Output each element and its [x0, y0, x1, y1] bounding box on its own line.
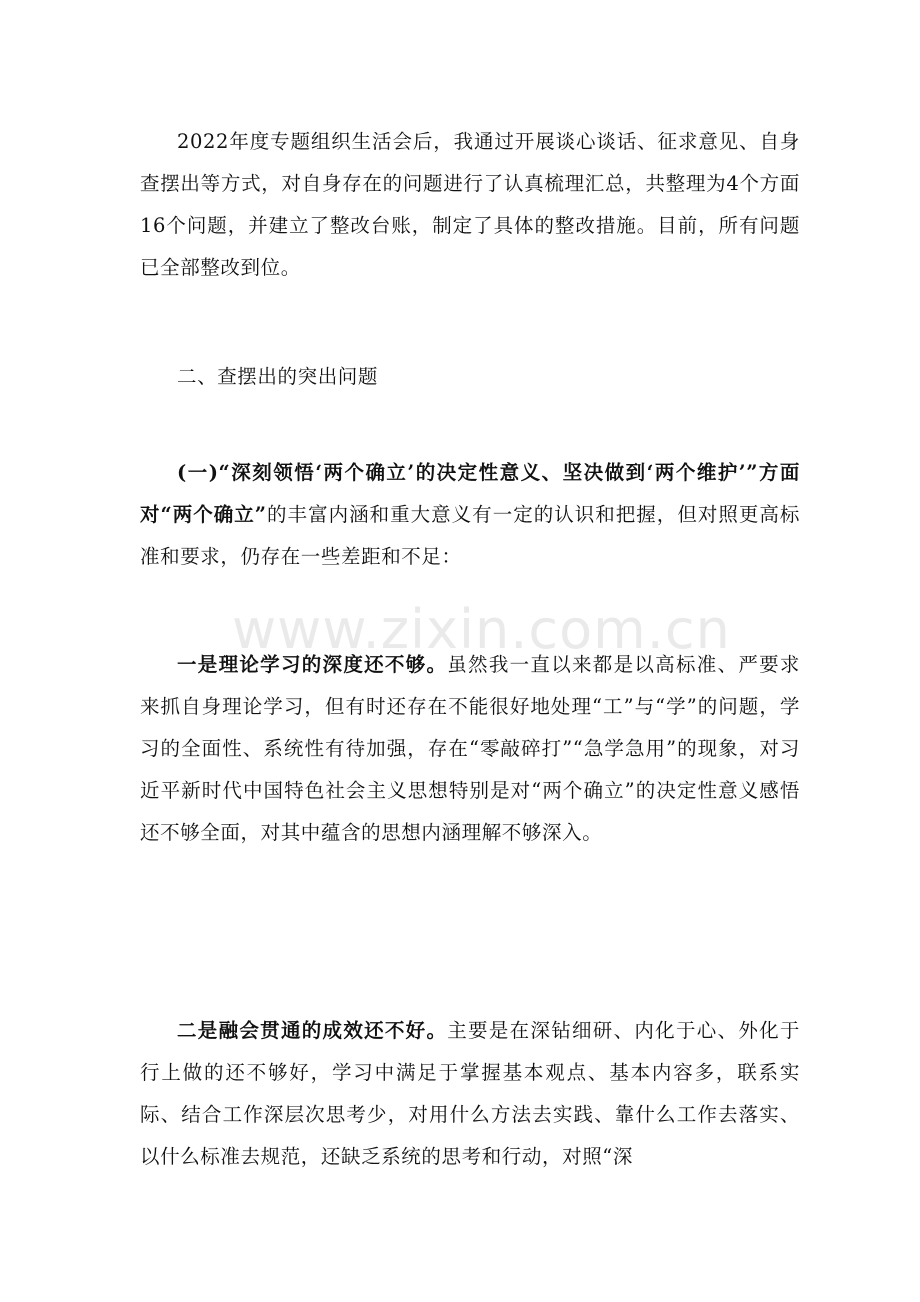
watermark-text: www.zixin.com.cn [232, 598, 731, 661]
section-heading-text: 二、查摆出的突出问题 [177, 365, 379, 388]
section-heading [140, 356, 800, 398]
item-one-text: 的丰富内涵和重大意义有一定的认识和把握，但对照更高标准和要求，仍存在一些差距和不足： [140, 503, 800, 568]
intro-text: 2022年度专题组织生活会后，我通过开展谈心谈话、征求意见、自身查摆出等方式，对自身存在的问题进行了认真梳理汇总，共整理为4个方面16个问题，并建立了整改台账，制定了具体的整改措施。目前，所有问题已全部整改到位。 [140, 130, 800, 279]
intro-paragraph [140, 121, 800, 289]
point-one-heading: 一是理论学习的深度还不够。 [177, 653, 448, 676]
point-two-paragraph [140, 1010, 800, 1178]
point-one-text: 虽然我一直以来都是以高标准、严要求来抓自身理论学习，但有时还存在不能很好地处理“工”与“学”的问题，学习的全面性、系统性有待加强，存在“零敲碎打”“急学急用”的现象，对习近平新时代中国特色社会主义思想特别是对“两个确立”的决定性意义感悟还不够全面，对其中蕴含的思想内涵理解不够深入。 [140, 653, 800, 844]
item-one-heading: (一)“深刻领悟‘两个确立’的决定性意义、坚决做到‘两个维护’”方面对“两个确立” [140, 461, 800, 526]
point-one-paragraph [140, 644, 800, 854]
point-two-text: 主要是在深钻细研、内化于心、外化于行上做的还不够好，学习中满足于掌握基本观点、基本内容多，联系实际、结合工作深层次思考少，对用什么方法去实践、靠什么工作去落实、以什么标准去规范，还缺乏系统的思考和行动，对照“深 [140, 1019, 800, 1168]
point-two-heading: 二是融会贯通的成效还不好。 [177, 1019, 448, 1042]
item-one-paragraph [140, 452, 800, 578]
